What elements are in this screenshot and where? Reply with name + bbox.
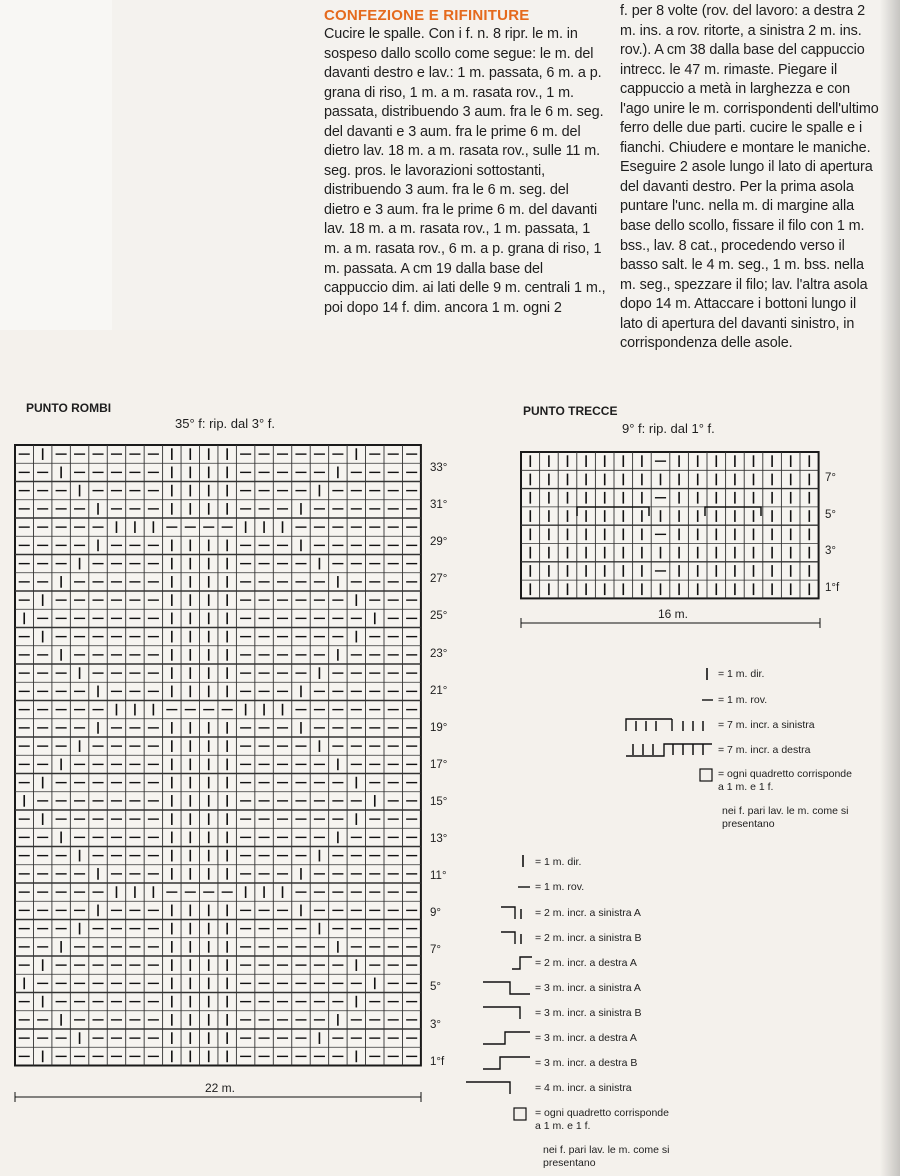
trecce-row-label: 1°f (825, 581, 840, 594)
trecce-subtitle: 9° f: rip. dal 1° f. (622, 421, 715, 436)
legend-7-sx: = 7 m. incr. a sinistra (718, 719, 815, 731)
legend-r-3sxB: = 3 m. incr. a sinistra B (535, 1007, 642, 1019)
legend-symbol-7dx (626, 744, 712, 756)
legend-r-2sxA: = 2 m. incr. a sinistra A (535, 907, 641, 919)
article-text-1: Cucire le spalle. Con i f. n. 8 ripr. le m. in sospeso dallo scollo come segue: le m. del davanti destro e lav.: 1 m. passata, 6 m. a p. grana di riso, 1 m. a m. rasata rov., 1 m. passata, distribuendo 3 aum. fra le 6 m. seg. del davanti e 3 aum. fra le prime 6 m. del dietro lav. 18 m. a m. rasata rov., sulle 11 m. seg. pros. le lavorazioni sottostanti, distribuendo 3 aum. fra le 6 m. seg. del dietro e 3 aum. fra le prime 6 m. del davanti lav. 18 m. a m. rasata rov., 1 m. passata, 1 m. a m. rasata rov., 6 m. a p. grana di riso, 1 m. passata. A cm 19 dalla base del cappuccio dim. ai lati delle 9 m. centrali 1 m., poi dopo 14 f. dim. ancora 1 m. ogni 2 (324, 26, 606, 316)
rombi-row-label: 13° (430, 833, 448, 845)
legend-square: = ogni quadretto corrisponde a 1 m. e 1 f. (718, 768, 852, 793)
legend-r-symbol-2sxA (501, 907, 515, 919)
legend-r-symbol-3dxA (483, 1032, 530, 1044)
rombi-subtitle: 35° f: rip. dal 3° f. (175, 416, 276, 431)
legend-r-rov: = 1 m. rov. (535, 881, 585, 893)
rombi-row-label: 7° (430, 944, 441, 957)
page-shadow (880, 0, 900, 1176)
rombi-title: PUNTO ROMBI (26, 401, 112, 415)
legend-r-note: nei f. pari lav. le m. come si presentano (543, 1144, 670, 1169)
rombi-row-label: 11° (430, 870, 447, 883)
legend-r-symbol-3sxB (483, 1007, 520, 1019)
rombi-row-label: 23° (430, 647, 448, 660)
legend-r-symbol-2dxA (512, 957, 532, 969)
legend-r-3dxA: = 3 m. incr. a destra A (535, 1032, 637, 1044)
article-text-2: f. per 8 volte (rov. del lavoro: a destra 2 m. ins. a rov. ritorte, a sinistra 2 m. ins. rov.). A cm 38 dalla base del cappuccio intrecc. le 47 m. rimaste. Piegare il cappuccio a metà in larghezza e con l'ago unire le m. corrispondenti dell'ultimo ferro delle due parti. cucire le spalle e i fianchi. Chiudere e montare le maniche. Eseguire 2 asole lungo il lato di apertura del davanti destro. Per la prima asola puntare l'unc. nella m. di margine alla base dello scollo, fissare il filo con 1 m. bss., lav. 8 cat., procedendo verso il basso salt. le 4 m. seg., 1 m. bss. nella m. seg., spezzare il filo; lav. l'altra asola dopo 14 m. Attaccare i bottoni lungo il lato di apertura del davanti sinistro, in corrispondenza delle asole. (620, 3, 879, 352)
rombi-row-label: 33° (430, 462, 448, 474)
rombi-row-label: 27° (430, 573, 448, 586)
trecce-row-label: 7° (825, 472, 836, 484)
legend-r-symbol-2sxB (501, 932, 515, 944)
legend-7-dx: = 7 m. incr. a destra (718, 744, 811, 756)
rombi-row-label: 3° (430, 1018, 441, 1031)
legend-r-3dxB: = 3 m. incr. a destra B (535, 1057, 638, 1069)
legend-r-symbol-3sxA (483, 982, 530, 994)
trecce-title: PUNTO TRECCE (523, 404, 618, 418)
legend-r-square: = ogni quadretto corrisponde a 1 m. e 1 f. (535, 1107, 669, 1132)
rombi-row-label: 15° (430, 795, 448, 808)
legend-r-symbol-3dxB (483, 1057, 530, 1069)
legend-r-dir: = 1 m. dir. (535, 856, 582, 868)
rombi-row-label: 5° (430, 981, 441, 994)
rombi-row-label: 31° (430, 499, 448, 512)
legend-r-symbol-4sx (466, 1082, 510, 1094)
section-heading: CONFEZIONE E RIFINITURE (324, 7, 530, 24)
legend-r-3sxA: = 3 m. incr. a sinistra A (535, 982, 641, 994)
legend-symbol-7sx (626, 719, 672, 731)
rombi-row-label: 19° (430, 721, 448, 734)
legend-r-2sxB: = 2 m. incr. a sinistra B (535, 932, 642, 944)
legend-r-4sx: = 4 m. incr. a sinistra (535, 1082, 632, 1094)
rombi-row-label: 17° (430, 758, 448, 771)
legend-note: nei f. pari lav. le m. come si presentano (722, 805, 849, 830)
rombi-row-label: 1°f (430, 1055, 445, 1068)
legend-rov: = 1 m. rov. (718, 694, 768, 706)
legend-r-2dxA: = 2 m. incr. a destra A (535, 957, 637, 969)
legend-symbol-square (700, 769, 712, 781)
legend-r-symbol-square (514, 1108, 526, 1120)
legend-dir: = 1 m. dir. (718, 668, 765, 680)
trecce-row-label: 3° (825, 545, 836, 558)
trecce-width-label: 16 m. (658, 607, 689, 621)
rombi-row-label: 25° (430, 610, 448, 623)
rombi-width-label: 22 m. (205, 1081, 236, 1095)
rombi-row-label: 9° (430, 907, 441, 920)
trecce-row-label: 5° (825, 508, 836, 521)
rombi-row-label: 29° (430, 536, 448, 549)
rombi-row-label: 21° (430, 684, 448, 697)
